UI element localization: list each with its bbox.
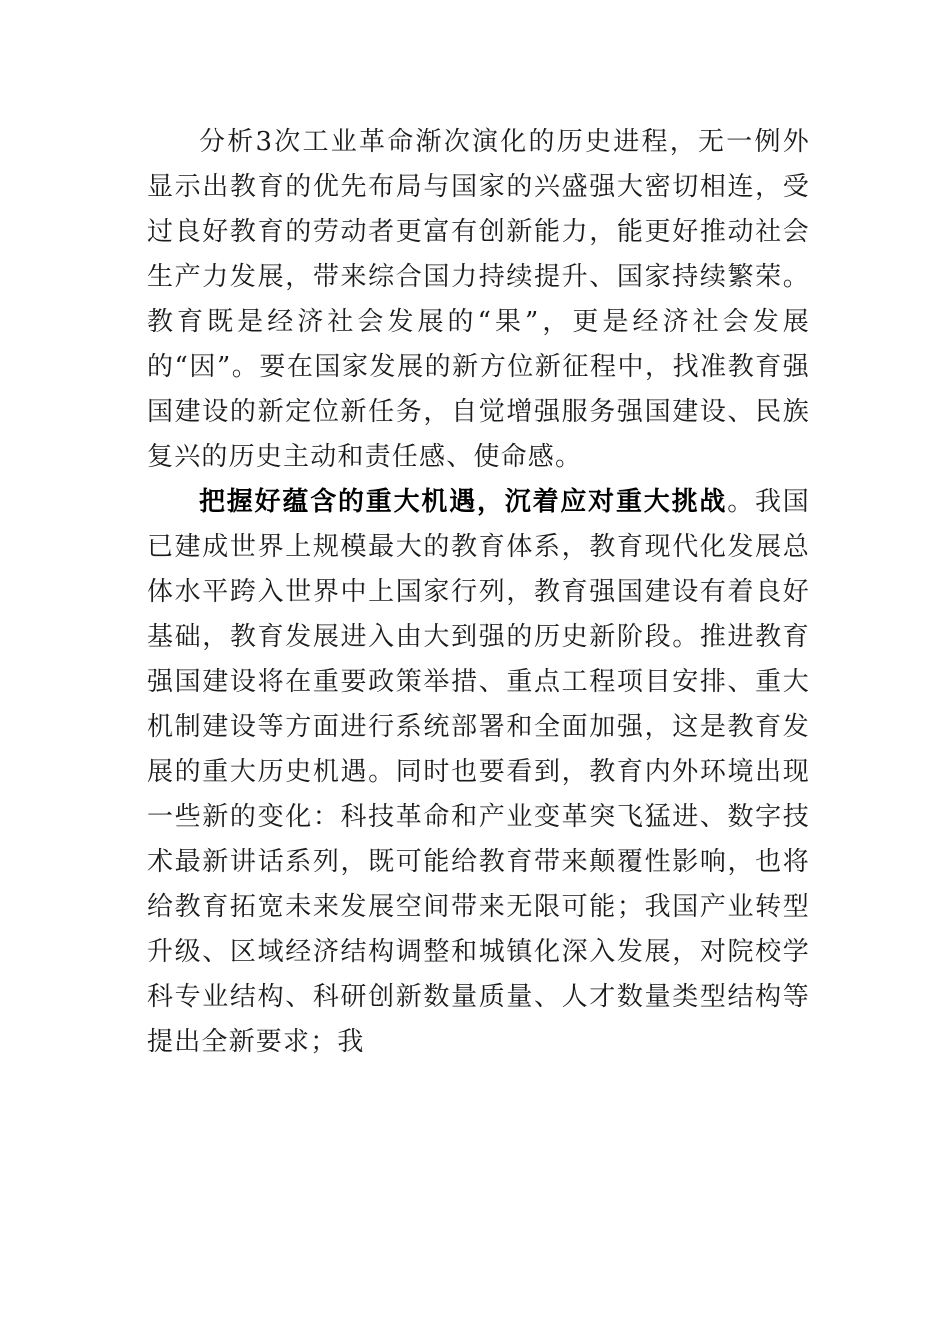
document-body bbox=[147, 120, 810, 1065]
paragraph-opportunities-challenges bbox=[147, 480, 810, 1065]
paragraph-text: 分析3次工业革命渐次演化的历史进程，无一例外显示出教育的优先布局与国家的兴盛强大密切相连，受过良好教育的劳动者更富有创新能力，能更好推动社会生产力发展，带来综合国力持续提升、国家持续繁荣。教育既是经济社会发展的“果”，更是经济社会发展的“因”。要在国家发展的新方位新征程中，找准教育强国建设的新定位新任务，自觉增强服务强国建设、民族复兴的历史主动和责任感、使命感。 bbox=[147, 127, 810, 472]
paragraph-bold-lead: 把握好蕴含的重大机遇，沉着应对重大挑战 bbox=[199, 487, 728, 517]
paragraph-text: 。我国已建成世界上规模最大的教育体系，教育现代化发展总体水平跨入世界中上国家行列，教育强国建设有着良好基础，教育发展进入由大到强的历史新阶段。推进教育强国建设将在重要政策举措、重点工程项目安排、重大机制建设等方面进行系统部署和全面加强，这是教育发展的重大历史机遇。同时也要看到，教育内外环境出现一些新的变化：科技革命和产业变革突飞猛进、数字技术最新讲话系列，既可能给教育带来颠覆性影响，也将给教育拓宽未来发展空间带来无限可能；我国产业转型升级、区域经济结构调整和城镇化深入发展，对院校学科专业结构、科研创新数量质量、人才数量类型结构等提出全新要求；我 bbox=[147, 487, 810, 1057]
paragraph-historical-analysis bbox=[147, 120, 810, 480]
